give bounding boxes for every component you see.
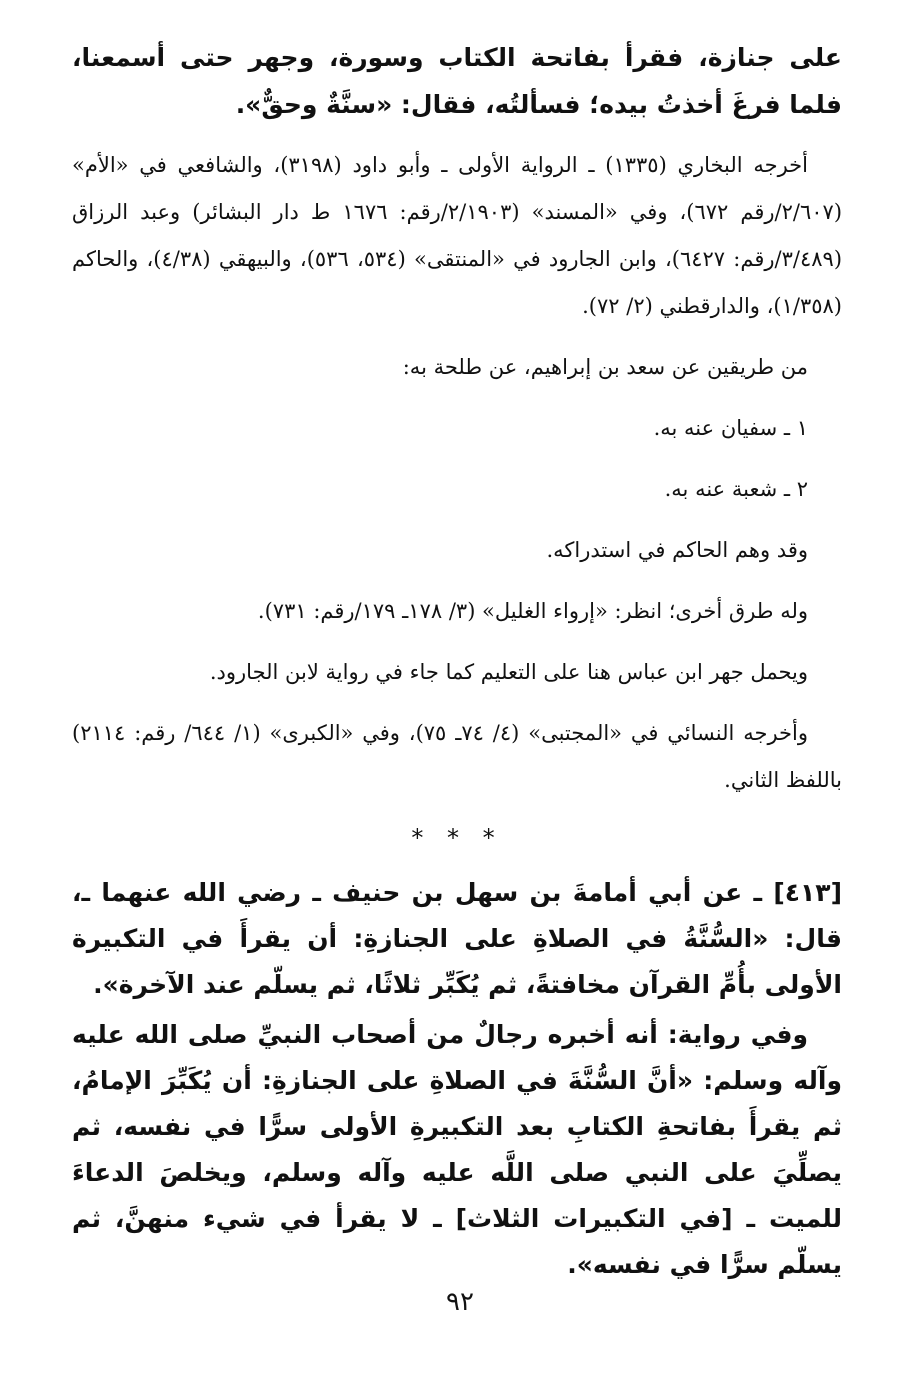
book-page [72, 34, 842, 1288]
note-line: ٢ ـ شعبة عنه به. [664, 477, 808, 501]
note-line: وله طرق أخرى؛ انظر: «إرواء الغليل» (٣/ ١٧٨ـ ١٧٩/رقم: ٧٣١). [257, 599, 808, 623]
takhrij-paragraph: أخرجه البخاري (١٣٣٥) ـ الرواية الأولى ـ وأبو داود (٣١٩٨)، والشافعي في «الأم» (٢/٦٠٧/رقم ٦٧٢)، وفي «المسند» (٢/١٩٠٣/رقم: ١٦٧٦ ط دار البشائر) وعبد الرزاق (٣/٤٨٩/رقم: ٦٤٢٧)، وابن الجارود في «المنتقى» (٥٣٤، ٥٣٦)، والبيهقي (٤/٣٨)، والحاكم (١/٣٥٨)، والدارقطني (٢/ ٧٢). [72, 153, 843, 318]
page-number: ٩٢ [446, 1287, 474, 1317]
hadith-main-text: [٤١٣] ـ عن أبي أمامةَ بن سهل بن حنيف ـ رضي الله عنهما ـ، قال: «السُّنَّةُ في الصلاةِ على الجنازةِ: أن يقرأَ في التكبيرة الأولى بأُمِّ القرآن مخافتةً، ثم يُكَبِّر ثلاثًا، ثم يسلّم عند الآخرة». [72, 878, 842, 999]
note-line: من طريقين عن سعد بن إبراهيم، عن طلحة به: [402, 355, 808, 379]
note-line: ١ ـ سفيان عنه به. [653, 416, 808, 440]
section-separator: * * * [411, 824, 503, 852]
note-line: ويحمل جهر ابن عباس هنا على التعليم كما جاء في رواية لابن الجارود. [209, 660, 808, 684]
nasai-paragraph: وأخرجه النسائي في «المجتبى» (٤/ ٧٤ـ ٧٥)، وفي «الكبرى» (١/ ٦٤٤/ رقم: ٢١١٤) باللفظ الثاني. [72, 721, 842, 792]
hadith-continuation-text: على جنازة، فقرأ بفاتحة الكتاب وسورة، وجهر حتى أسمعنا، فلما فرغَ أخذتُ بيده؛ فسألتُه، فقال: «سنَّةٌ وحقٌّ». [72, 43, 842, 119]
hadith-riwaya-text: وفي رواية: أنه أخبره رجالٌ من أصحاب النبيِّ صلى الله عليه وآله وسلم: «أنَّ السُّنَّةَ في الصلاةِ على الجنازةِ: أن يُكَبِّرَ الإمامُ، ثم يقرأَ بفاتحةِ الكتابِ بعد التكبيرةِ الأولى سرًّا في نفسه، ثم يصلِّيَ على النبي صلى اللَّه عليه وآله وسلم، ويخلصَ الدعاءَ للميت ـ [في التكبيرات الثلاث] ـ لا يقرأ في شيء منهنَّ، ثم يسلّم سرًّا في نفسه». [72, 1020, 842, 1279]
takhrij-notes [72, 142, 842, 804]
hadith-413 [72, 870, 842, 1288]
note-line: وقد وهم الحاكم في استدراكه. [546, 538, 808, 562]
